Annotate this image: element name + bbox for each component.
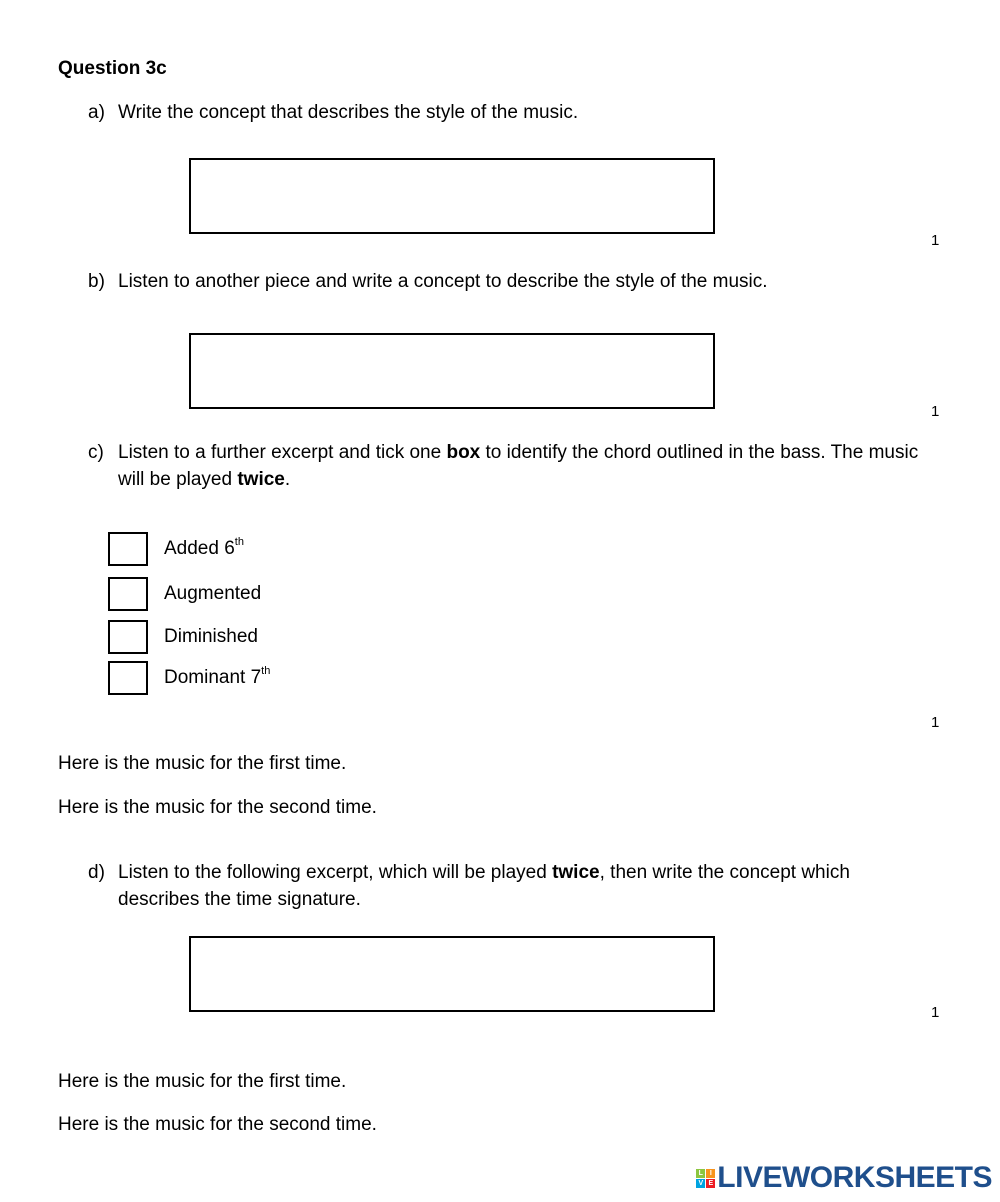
question-a-label: a) (88, 102, 105, 123)
mark-b: 1 (931, 403, 940, 420)
second-time-note: Here is the music for the second time. (58, 1114, 377, 1135)
logo-text: LIVEWORKSHEETS (717, 1161, 992, 1194)
answer-box-a[interactable] (189, 158, 715, 234)
question-a-text: Write the concept that describes the style of the music. (118, 102, 579, 123)
question-c-label: c) (88, 442, 104, 463)
question-c-text: Listen to a further excerpt and tick one box to identify the chord outlined in the bass. The music will be played twice. (118, 442, 919, 490)
question-d-label: d) (88, 862, 105, 883)
answer-box-d[interactable] (189, 936, 715, 1012)
question-b (88, 268, 768, 295)
second-time-note: Here is the music for the second time. (58, 797, 377, 818)
question-a (88, 99, 579, 126)
option-label: Augmented (164, 583, 262, 604)
mark-c: 1 (931, 714, 940, 731)
logo-grid-cell: E (706, 1179, 715, 1188)
first-time-note: Here is the music for the first time. (58, 753, 347, 774)
logo-grid-cell: L (696, 1169, 705, 1178)
checkbox[interactable] (108, 577, 148, 611)
answer-box-b[interactable] (189, 333, 715, 409)
question-b-label: b) (88, 271, 105, 292)
logo-grid-cell: I (706, 1169, 715, 1178)
question-c (88, 439, 919, 490)
option-label: Diminished (164, 626, 258, 647)
checkbox[interactable] (108, 661, 148, 695)
liveworksheets-logo (696, 1160, 992, 1196)
mark-d: 1 (931, 1004, 940, 1021)
mark-a: 1 (931, 232, 940, 249)
first-time-note: Here is the music for the first time. (58, 1071, 347, 1092)
option-label: Added 6th (164, 536, 244, 559)
checkbox[interactable] (108, 532, 148, 566)
option-label: Dominant 7th (164, 665, 271, 688)
question-d-text: Listen to the following excerpt, which will be played twice, then write the concept which describes the time signature. (118, 862, 850, 910)
question-b-text: Listen to another piece and write a concept to describe the style of the music. (118, 271, 768, 292)
page-title: Question 3c (58, 58, 167, 79)
question-d (88, 859, 850, 910)
logo-grid-cell: V (696, 1179, 705, 1188)
checkbox[interactable] (108, 620, 148, 654)
logo-grid-icon (696, 1169, 715, 1188)
